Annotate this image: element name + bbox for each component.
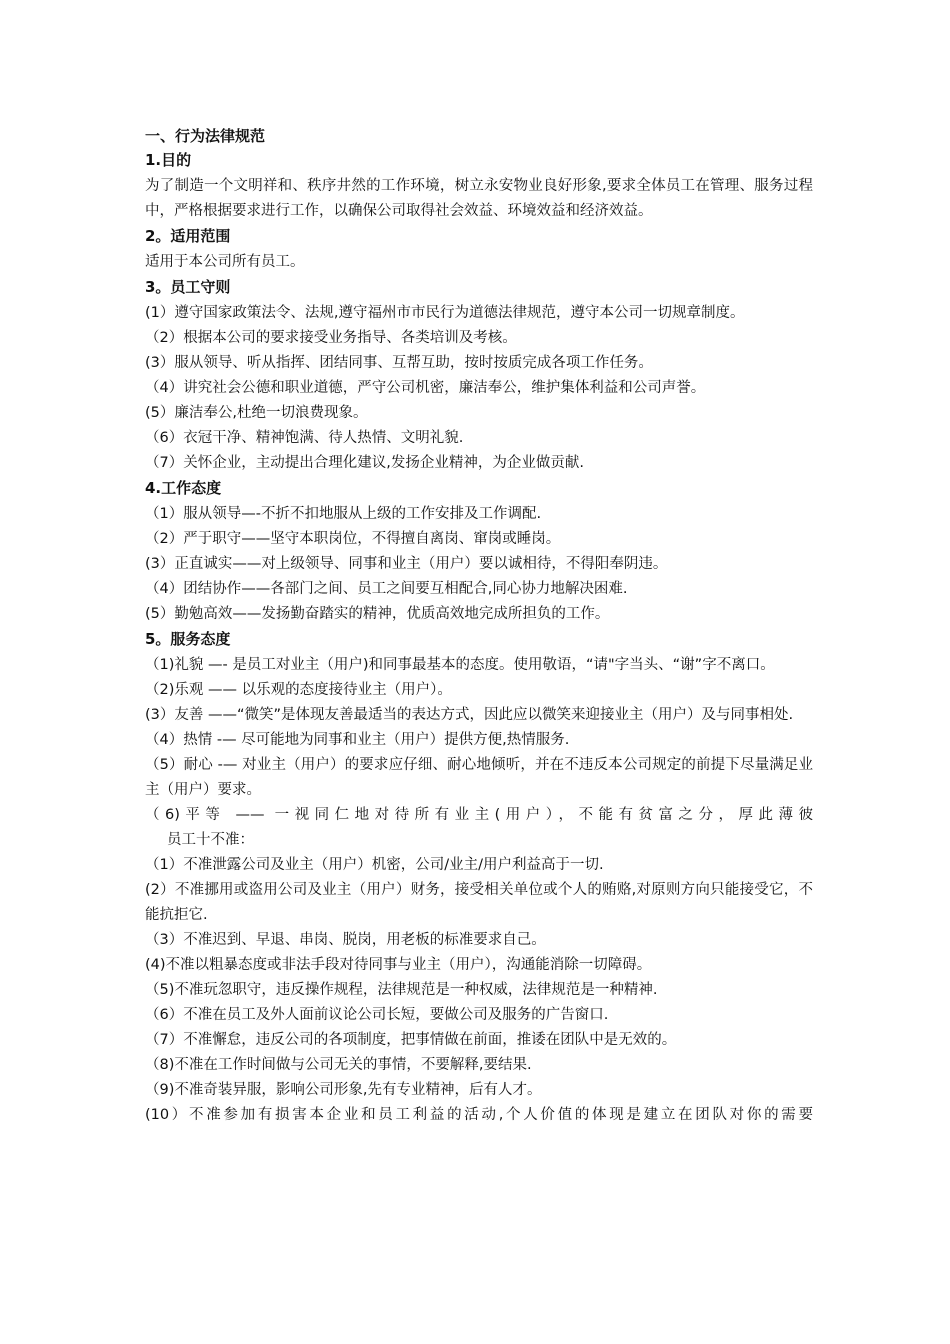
section-heading: 一、行为法律规范 — [145, 127, 266, 145]
paragraph: （6）不准在员工及外人面前议论公司长短，要做公司及服务的广告窗口. — [145, 1007, 609, 1023]
paragraph: （2）根据本公司的要求接受业务指导、各类培训及考核。 — [145, 330, 517, 346]
paragraph: （1）不准泄露公司及业主（用户）机密，公司/业主/用户利益高于一切. — [145, 857, 604, 873]
paragraph: （1）服从领导—-不折不扣地服从上级的工作安排及工作调配. — [145, 506, 542, 522]
section-heading: 5。服务态度 — [145, 630, 231, 648]
paragraph: （7）不准懈怠，违反公司的各项制度，把事情做在前面，推诿在团队中是无效的。 — [145, 1032, 677, 1048]
paragraph: 适用于本公司所有员工。 — [145, 254, 305, 270]
paragraph: （5)不准玩忽职守，违反操作规程，法律规范是一种权威，法律规范是一种精神. — [145, 982, 658, 998]
paragraph: （4）团结协作——各部门之间、员工之间要互相配合,同心协力地解决困难. — [145, 581, 628, 597]
section-heading: 1.目的 — [145, 151, 192, 169]
paragraph: (4)不准以粗暴态度或非法手段对待同事与业主（用户），沟通能消除一切障碍。 — [145, 957, 652, 973]
paragraph: （1)礼貌 —- 是员工对业主（用户)和同事最基本的态度。使用敬语，“请"字当头、“谢”字不离口。 — [145, 657, 775, 673]
paragraph: （9)不准奇装异服，影响公司形象,先有专业精神，后有人才。 — [145, 1082, 542, 1098]
section-heading: 3。员工守则 — [145, 278, 231, 296]
paragraph: (5）勤勉高效——发扬勤奋踏实的精神，优质高效地完成所担负的工作。 — [145, 606, 610, 622]
document-body — [145, 124, 813, 1128]
paragraph: （5）耐心 -— 对业主（用户）的要求应仔细、耐心地倾听，并在不违反本公司规定的前提下尽量满足业主（用户）要求。 — [145, 757, 813, 798]
paragraph: （6）衣冠干净、精神饱满、待人热情、文明礼貌. — [145, 430, 464, 446]
paragraph: （3）不准迟到、早退、串岗、脱岗，用老板的标准要求自己。 — [145, 932, 546, 948]
paragraph: (10）不准参加有损害本企业和员工利益的活动,个人价值的体现是建立在团队对你的需要 — [145, 1107, 813, 1123]
paragraph: (1）遵守国家政策法令、法规,遵守福州市市民行为道德法律规范，遵守本公司一切规章制度。 — [145, 305, 745, 321]
paragraph: （2）严于职守——坚守本职岗位，不得擅自离岗、窜岗或睡岗。 — [145, 531, 561, 547]
section-heading: 4.工作态度 — [145, 479, 222, 497]
paragraph: （8)不准在工作时间做与公司无关的事情，不要解释,要结果. — [145, 1057, 532, 1073]
subheading-line: 员工十不准： — [167, 832, 254, 848]
paragraph: (3）服从领导、听从指挥、团结同事、互帮互助，按时按质完成各项工作任务。 — [145, 355, 653, 371]
paragraph: 为了制造一个文明祥和、秩序井然的工作环境，树立永安物业良好形象,要求全体员工在管理、服务过程中，严格根据要求进行工作，以确保公司取得社会效益、环境效益和经济效益。 — [145, 178, 813, 219]
paragraph: (5）廉洁奉公,杜绝一切浪费现象。 — [145, 405, 368, 421]
paragraph: (2）不准挪用或盗用公司及业主（用户）财务，接受相关单位或个人的贿赂,对原则方向只能接受它，不能抗拒它. — [145, 882, 813, 923]
paragraph: （4）热情 -— 尽可能地为同事和业主（用户）提供方便,热情服务. — [145, 732, 570, 748]
section-heading: 2。适用范围 — [145, 227, 231, 245]
paragraph: （7）关怀企业，主动提出合理化建议,发扬企业精神，为企业做贡献. — [145, 455, 584, 471]
paragraph: （6)平等 —— 一视同仁地对待所有业主(用户），不能有贫富之分，厚此薄彼 — [145, 807, 813, 823]
paragraph: (3）正直诚实——对上级领导、同事和业主（用户）要以诚相待，不得阳奉阴违。 — [145, 556, 668, 572]
paragraph: （2)乐观 —— 以乐观的态度接待业主（用户）。 — [145, 682, 452, 698]
paragraph: (3）友善 ——“微笑”是体现友善最适当的表达方式，因此应以微笑来迎接业主（用户）及与同事相处. — [145, 707, 794, 723]
paragraph: （4）讲究社会公德和职业道德，严守公司机密，廉洁奉公，维护集体利益和公司声誉。 — [145, 380, 706, 396]
